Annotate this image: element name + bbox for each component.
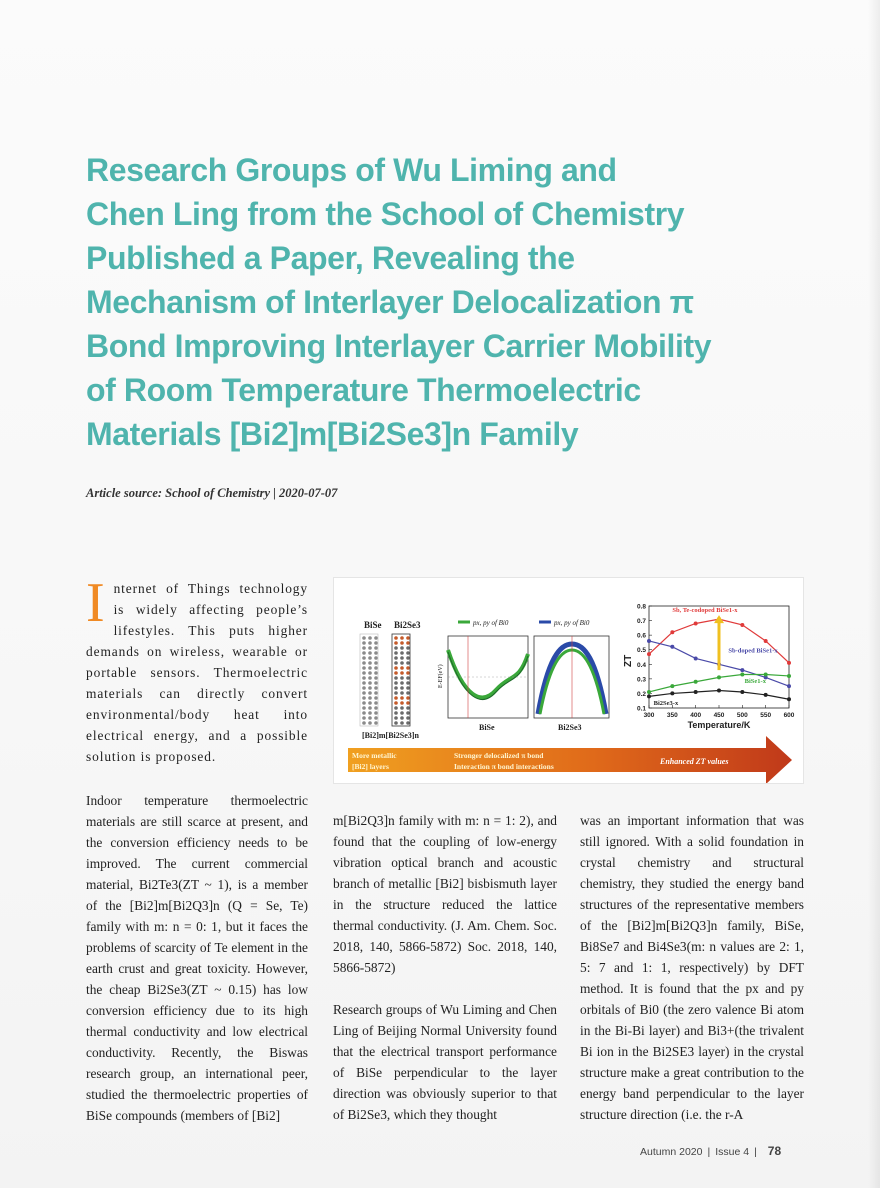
atom-dot bbox=[362, 681, 366, 685]
atom-dot bbox=[394, 721, 398, 725]
chart-ylabel: ZT bbox=[623, 654, 634, 667]
y-tick-label: 0.5 bbox=[636, 647, 646, 655]
atom-dot bbox=[362, 686, 366, 690]
atom-dot bbox=[406, 661, 410, 665]
data-point bbox=[647, 652, 651, 656]
atom-dot bbox=[394, 676, 398, 680]
article-figure bbox=[333, 577, 804, 784]
band-xlabel-2: Bi2Se3 bbox=[558, 723, 582, 732]
atom-dot bbox=[374, 666, 378, 670]
atom-dot bbox=[394, 671, 398, 675]
atom-dot bbox=[406, 666, 410, 670]
atom-dot bbox=[406, 686, 410, 690]
data-point bbox=[694, 621, 698, 625]
atom-dot bbox=[374, 681, 378, 685]
atom-dot bbox=[362, 646, 366, 650]
data-point bbox=[740, 623, 744, 627]
data-point bbox=[787, 661, 791, 665]
atom-dot bbox=[394, 706, 398, 710]
atom-dot bbox=[362, 696, 366, 700]
atom-dot bbox=[406, 676, 410, 680]
atom-dot bbox=[400, 676, 404, 680]
band-xlabel-1: BiSe bbox=[479, 723, 495, 732]
y-tick-label: 0.3 bbox=[636, 676, 646, 684]
atom-dot bbox=[368, 671, 372, 675]
data-point bbox=[787, 674, 791, 678]
atom-dot bbox=[394, 716, 398, 720]
article-title bbox=[86, 148, 846, 456]
atom-dot bbox=[406, 696, 410, 700]
atom-dot bbox=[362, 651, 366, 655]
atom-dot bbox=[374, 656, 378, 660]
atom-dot bbox=[362, 706, 366, 710]
atom-lattice bbox=[360, 634, 410, 726]
atom-dot bbox=[368, 686, 372, 690]
band-structure-panel-2 bbox=[534, 619, 609, 732]
atom-dot bbox=[400, 636, 404, 640]
atom-dot bbox=[400, 661, 404, 665]
atom-dot bbox=[374, 711, 378, 715]
title-line: Chen Ling from the School of Chemistry bbox=[86, 196, 685, 232]
atom-dot bbox=[362, 661, 366, 665]
data-point bbox=[670, 630, 674, 634]
title-line: Bond Improving Interlayer Carrier Mobility bbox=[86, 328, 712, 364]
atom-dot bbox=[400, 686, 404, 690]
band-structure-panel-1 bbox=[437, 619, 528, 732]
atom-dot bbox=[374, 691, 378, 695]
atom-dot bbox=[368, 656, 372, 660]
intro-paragraph bbox=[86, 572, 308, 767]
arrow-text: Stronger delocalized π bond bbox=[454, 751, 544, 760]
body-paragraph: m[Bi2Q3]n family with m: n = 1: 2), and found that the coupling of low-energy vibration optical branch and acoustic branch of metallic [Bi2] bisbismuth layer in the structure reduced the lattice thermal conductivity. (J. Am. Chem. Soc. 2018, 140, 5866-5872) Soc. 2018, 140, 5866-5872) bbox=[333, 813, 557, 975]
chart-x-ticks bbox=[644, 705, 795, 719]
trend-arrow-banner bbox=[348, 736, 792, 783]
data-point bbox=[670, 684, 674, 688]
atom-dot bbox=[368, 716, 372, 720]
band-legend-1: px, py of Bi0 bbox=[473, 619, 509, 627]
atom-dot bbox=[406, 641, 410, 645]
atom-dot bbox=[400, 646, 404, 650]
atom-dot bbox=[362, 636, 366, 640]
title-line: Mechanism of Interlayer Delocalization π bbox=[86, 284, 694, 320]
atom-dot bbox=[400, 691, 404, 695]
atom-dot bbox=[368, 661, 372, 665]
footer-separator: | bbox=[754, 1146, 757, 1158]
data-point bbox=[670, 645, 674, 649]
atom-dot bbox=[368, 651, 372, 655]
atom-dot bbox=[406, 681, 410, 685]
arrow-text: More metallic bbox=[352, 751, 397, 760]
struct-label-bise: BiSe bbox=[364, 620, 382, 630]
data-point bbox=[717, 675, 721, 679]
atom-dot bbox=[400, 721, 404, 725]
page-number: 78 bbox=[767, 1144, 782, 1158]
page-footer bbox=[640, 1144, 781, 1158]
atom-dot bbox=[362, 691, 366, 695]
data-point bbox=[694, 680, 698, 684]
atom-dot bbox=[374, 661, 378, 665]
footer-separator: | bbox=[707, 1146, 711, 1158]
atom-dot bbox=[368, 636, 372, 640]
atom-dot bbox=[374, 716, 378, 720]
y-tick-label: 0.4 bbox=[636, 661, 646, 669]
peak-arrow-head bbox=[714, 615, 724, 623]
title-line: Research Groups of Wu Liming and bbox=[86, 152, 617, 188]
title-line: of Room Temperature Thermoelectric bbox=[86, 372, 641, 408]
series-annotation: Sb-doped BiSe1-x bbox=[728, 647, 778, 655]
atom-dot bbox=[374, 721, 378, 725]
data-point bbox=[740, 668, 744, 672]
atom-dot bbox=[362, 716, 366, 720]
atom-dot bbox=[406, 656, 410, 660]
atom-dot bbox=[394, 636, 398, 640]
series-annotation: Sb, Te-codoped BiSe1-x bbox=[672, 606, 738, 614]
atom-dot bbox=[406, 711, 410, 715]
atom-dot bbox=[362, 641, 366, 645]
atom-dot bbox=[400, 656, 404, 660]
x-tick-label: 400 bbox=[690, 712, 702, 719]
atom-dot bbox=[374, 686, 378, 690]
atom-dot bbox=[394, 701, 398, 705]
series-annotation: Bi2Se3-x bbox=[653, 700, 679, 708]
atom-dot bbox=[394, 661, 398, 665]
atom-dot bbox=[406, 636, 410, 640]
atom-dot bbox=[400, 706, 404, 710]
atom-dot bbox=[374, 696, 378, 700]
y-tick-label: 0.2 bbox=[636, 690, 646, 698]
atom-dot bbox=[368, 701, 372, 705]
arrow-text: Enhanced ZT values bbox=[660, 757, 729, 766]
atom-dot bbox=[362, 671, 366, 675]
atom-dot bbox=[406, 691, 410, 695]
atom-dot bbox=[400, 651, 404, 655]
atom-dot bbox=[400, 716, 404, 720]
atom-dot bbox=[400, 711, 404, 715]
arrow-text: Interaction π bond interactions bbox=[454, 762, 554, 771]
atom-dot bbox=[394, 681, 398, 685]
atom-dot bbox=[406, 701, 410, 705]
x-tick-label: 500 bbox=[736, 712, 748, 719]
body-paragraph: was an important information that was still ignored. With a solid foundation in crystal chemistry and structural chemistry, they studied the energy band structures of the representative members of the [Bi2]m[Bi2Q3]n family, BiSe, Bi8Se7 and Bi4Se3(m: n values are 2: 1, 5: 7 and 1: 1, respectively) by DFT method. It is found that the px and py orbitals of Bi0 (the zero valence Bi atom in the Bi-Bi layer) and Bi3+(the trivalent Bi ion in the Bi2SE3 layer) in the crystal structure make a great contribution to the energy band perpendicular to the layer structure direction (i.e. the r-A bbox=[580, 813, 804, 1122]
atom-dot bbox=[406, 671, 410, 675]
body-paragraph: Research groups of Wu Liming and Chen Ling of Beijing Normal University found that the electrical transport performance of BiSe perpendicular to the layer direction was obviously superior to that of Bi2Se3, which they thought bbox=[333, 1002, 557, 1122]
data-point bbox=[764, 693, 768, 697]
data-point bbox=[740, 672, 744, 676]
atom-dot bbox=[362, 701, 366, 705]
series-annotation: BiSe1-x bbox=[744, 678, 766, 686]
atom-dot bbox=[406, 721, 410, 725]
struct-caption: [Bi2]m[Bi2Se3]n bbox=[362, 731, 419, 740]
chart-xlabel: Temperature/K bbox=[687, 720, 751, 730]
figure-graphic bbox=[334, 578, 803, 783]
y-tick-label: 0.6 bbox=[636, 632, 646, 640]
atom-dot bbox=[394, 656, 398, 660]
atom-dot bbox=[406, 646, 410, 650]
atom-dot bbox=[368, 646, 372, 650]
data-point bbox=[740, 690, 744, 694]
atom-dot bbox=[394, 711, 398, 715]
data-point bbox=[764, 639, 768, 643]
data-point bbox=[694, 690, 698, 694]
y-tick-label: 0.8 bbox=[636, 603, 646, 611]
atom-dot bbox=[394, 646, 398, 650]
column-3-body bbox=[580, 810, 804, 1125]
band-legend-2: px, py of Bi0 bbox=[554, 619, 590, 627]
atom-dot bbox=[400, 701, 404, 705]
atom-dot bbox=[368, 696, 372, 700]
data-point bbox=[647, 694, 651, 698]
atom-dot bbox=[374, 701, 378, 705]
body-paragraph: Indoor temperature thermoelectric materials are still scarce at present, and the conversion efficiency needs to be improved. The current commercial material, Bi2Te3(ZT ~ 1), is a member of the [Bi2]m[Bi2Q3]n (Q = Se, Te) family with m: n = 0: 1, but it faces the problems of scarcity of Te element in the earth crust and great toxicity. However, the cheap Bi2Se3(ZT ~ 0.15) has low conversion efficiency due to its high thermal conductivity and low electrical conductivity. Recently, the Biswas research group, an international peer, studied the thermoelectric properties of BiSe compounds (members of [Bi2] bbox=[86, 793, 308, 1123]
atom-dot bbox=[394, 686, 398, 690]
atom-dot bbox=[394, 666, 398, 670]
atom-dot bbox=[362, 676, 366, 680]
atom-dot bbox=[368, 666, 372, 670]
atom-dot bbox=[406, 651, 410, 655]
crystal-structure-panel bbox=[360, 620, 421, 740]
x-tick-label: 550 bbox=[760, 712, 772, 719]
atom-dot bbox=[394, 691, 398, 695]
data-point bbox=[717, 689, 721, 693]
atom-dot bbox=[368, 721, 372, 725]
arrow-text: [Bi2] layers bbox=[352, 762, 389, 771]
page-edge-shadow bbox=[868, 0, 880, 1188]
atom-dot bbox=[394, 696, 398, 700]
data-point bbox=[647, 639, 651, 643]
band-ylabel: E-EF(eV) bbox=[438, 664, 444, 688]
atom-dot bbox=[374, 676, 378, 680]
drop-cap: I bbox=[86, 572, 106, 634]
footer-issue: Autumn 2020 bbox=[640, 1146, 703, 1158]
x-tick-label: 300 bbox=[643, 712, 655, 719]
atom-dot bbox=[374, 651, 378, 655]
atom-dot bbox=[374, 636, 378, 640]
atom-dot bbox=[368, 706, 372, 710]
atom-dot bbox=[368, 641, 372, 645]
x-tick-label: 600 bbox=[783, 712, 795, 719]
data-point bbox=[787, 684, 791, 688]
data-point bbox=[764, 672, 768, 676]
atom-dot bbox=[400, 666, 404, 670]
article-source: Article source: School of Chemistry | 2020-07-07 bbox=[86, 486, 338, 500]
column-1-body bbox=[86, 790, 308, 1126]
atom-dot bbox=[406, 706, 410, 710]
atom-dot bbox=[374, 646, 378, 650]
x-tick-label: 450 bbox=[713, 712, 725, 719]
atom-dot bbox=[400, 671, 404, 675]
atom-dot bbox=[400, 681, 404, 685]
struct-label-bi2se3: Bi2Se3 bbox=[394, 620, 421, 630]
title-line: Materials [Bi2]m[Bi2Se3]n Family bbox=[86, 416, 579, 452]
atom-dot bbox=[362, 656, 366, 660]
intro-text: nternet of Things technology is widely affecting people’s lifestyles. This puts higher demands on wireless, wearable or portable sensors. Thermoelectric materials can directly convert environmental/body heat into electrical energy, and a possible solution is proposed. bbox=[86, 581, 308, 764]
data-point bbox=[670, 691, 674, 695]
data-point bbox=[694, 656, 698, 660]
column-2-body bbox=[333, 810, 557, 1125]
atom-dot bbox=[394, 641, 398, 645]
atom-dot bbox=[394, 651, 398, 655]
atom-dot bbox=[374, 671, 378, 675]
data-point bbox=[787, 697, 791, 701]
atom-dot bbox=[362, 721, 366, 725]
atom-dot bbox=[400, 696, 404, 700]
x-tick-label: 350 bbox=[666, 712, 678, 719]
zt-line-chart bbox=[623, 604, 795, 731]
data-point bbox=[647, 690, 651, 694]
title-line: Published a Paper, Revealing the bbox=[86, 240, 575, 276]
atom-dot bbox=[400, 641, 404, 645]
footer-number: Issue 4 bbox=[715, 1146, 750, 1158]
atom-dot bbox=[374, 641, 378, 645]
atom-dot bbox=[406, 716, 410, 720]
atom-dot bbox=[374, 706, 378, 710]
atom-dot bbox=[368, 676, 372, 680]
atom-dot bbox=[368, 691, 372, 695]
atom-dot bbox=[362, 711, 366, 715]
y-tick-label: 0.7 bbox=[636, 618, 646, 626]
atom-dot bbox=[368, 681, 372, 685]
band-curve-green bbox=[448, 650, 528, 697]
y-tick-label: 0.1 bbox=[636, 705, 646, 713]
atom-dot bbox=[362, 666, 366, 670]
atom-dot bbox=[368, 711, 372, 715]
